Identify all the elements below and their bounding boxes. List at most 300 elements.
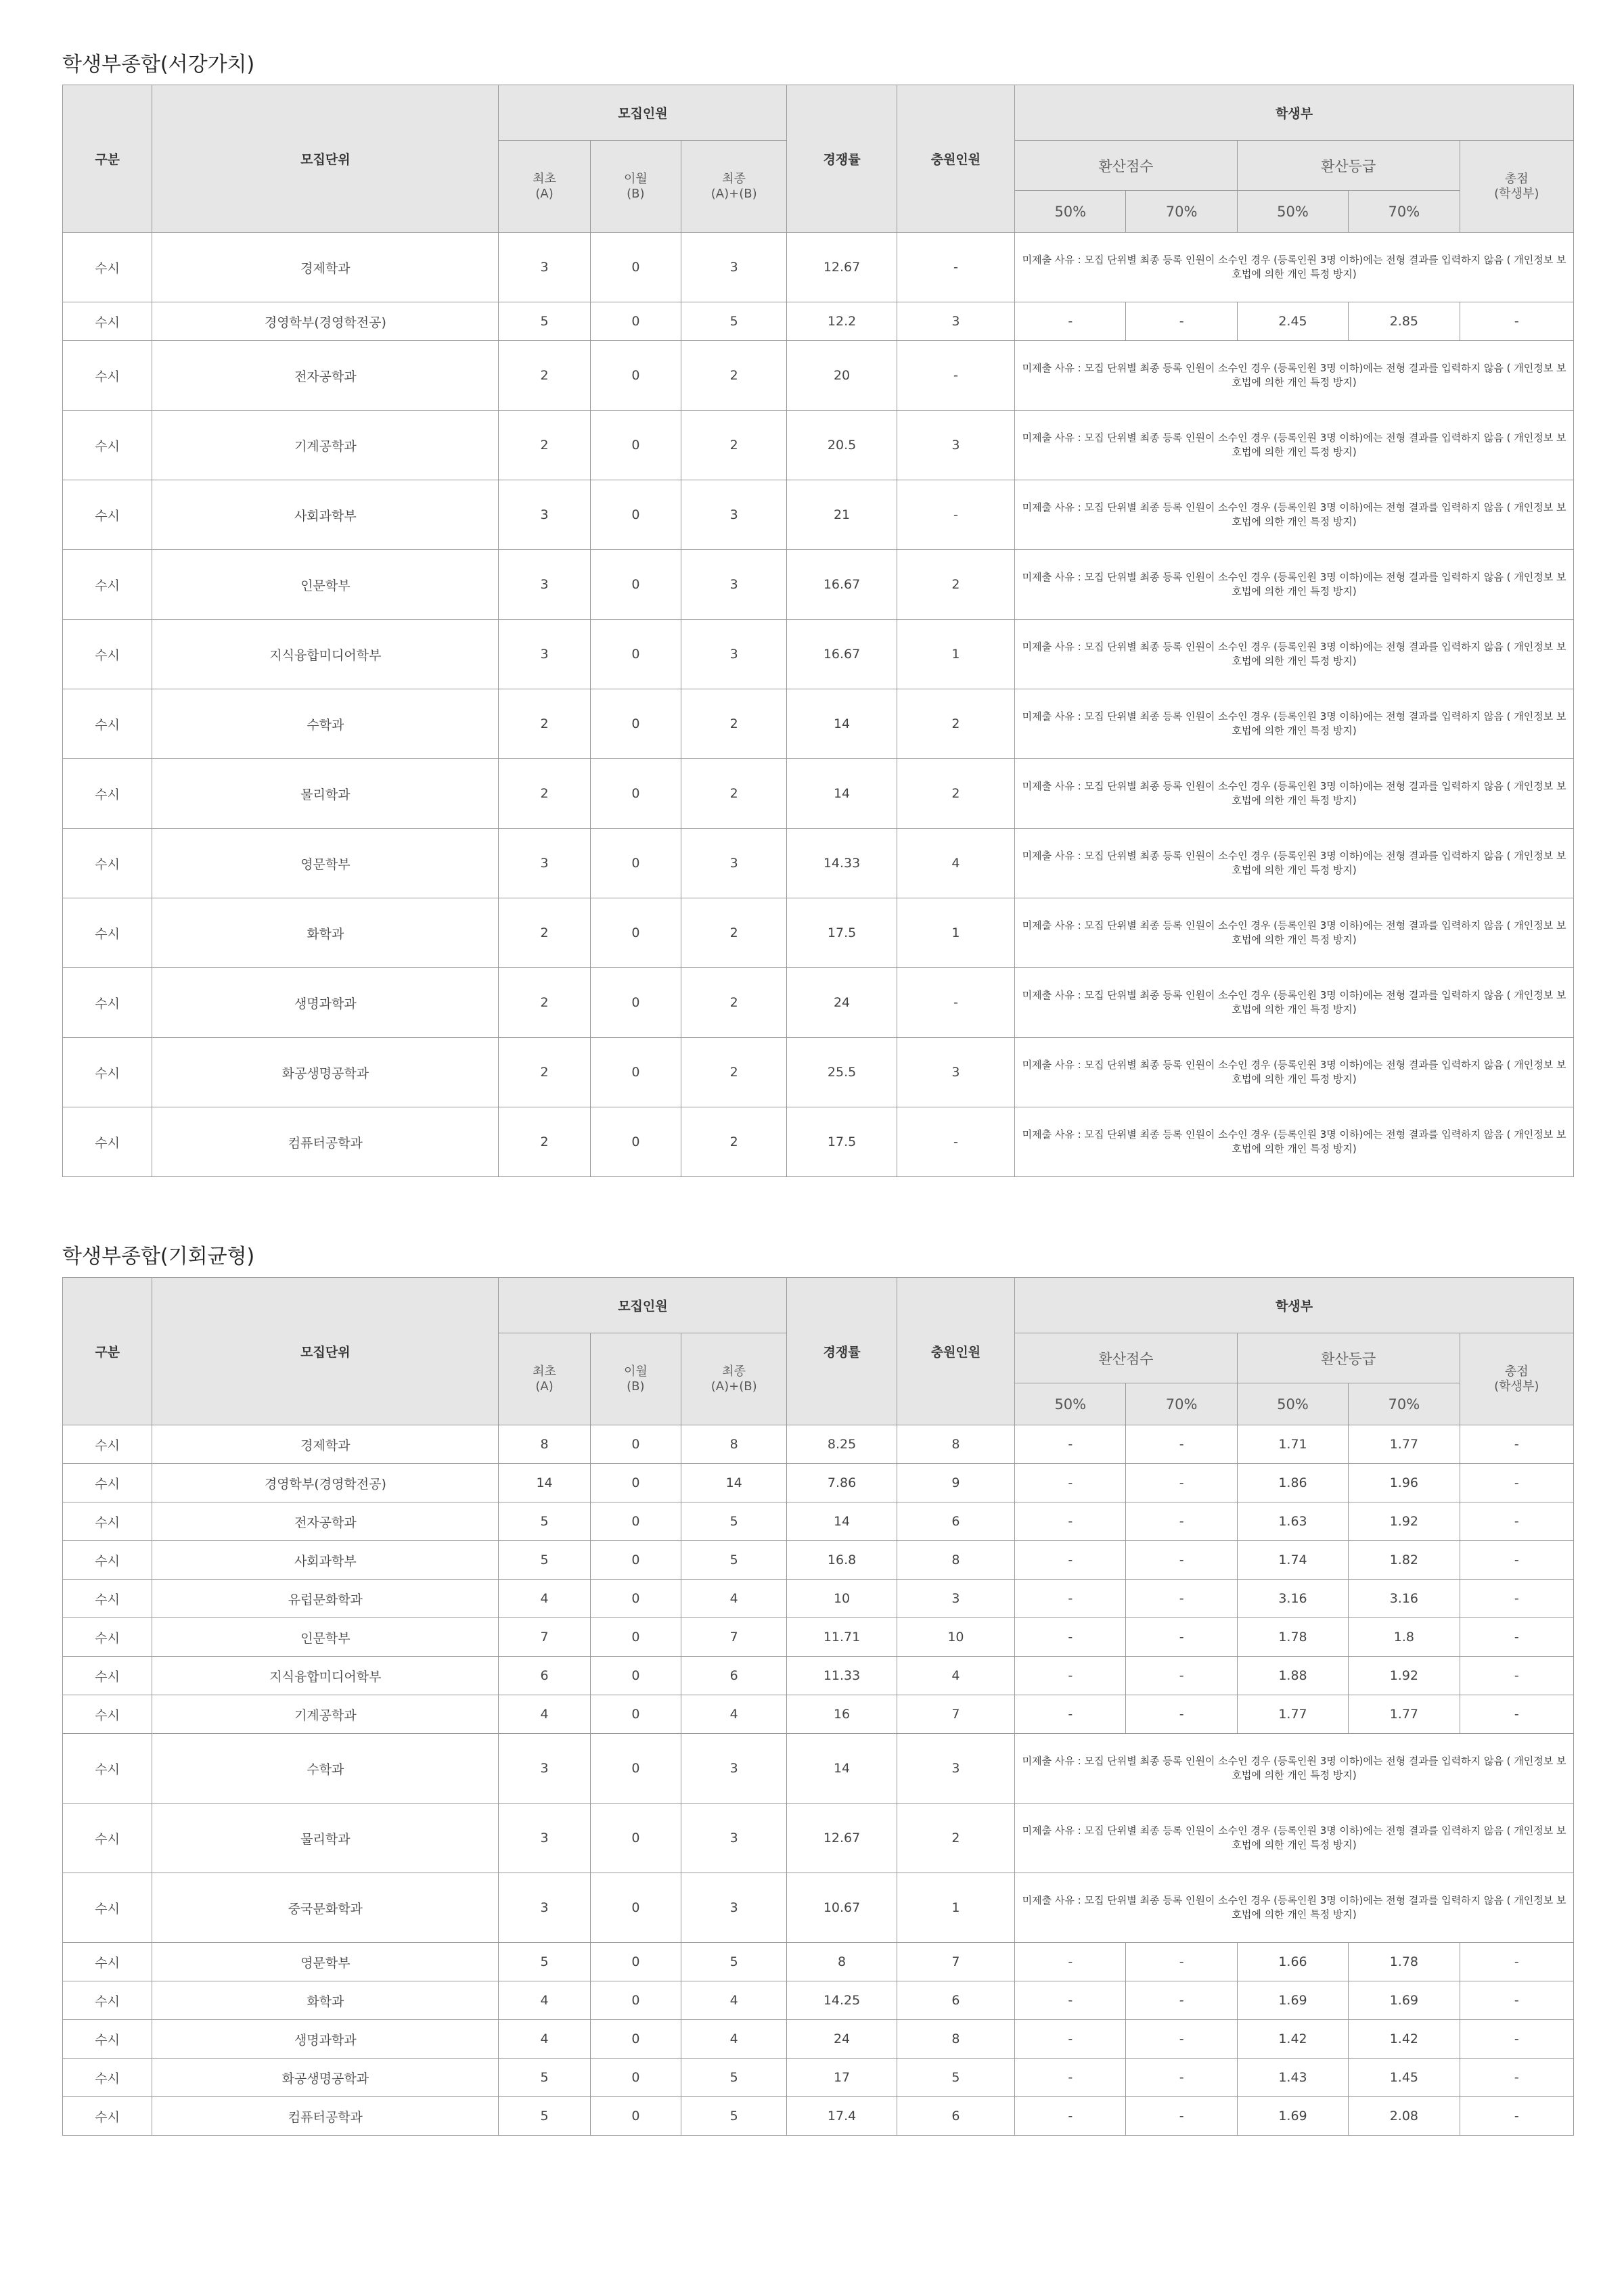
table-row [63, 968, 1574, 1038]
cell-additional: 7 [897, 1943, 1014, 1981]
header-conv-grade: 환산등급 [1237, 1333, 1460, 1383]
cell-final: 5 [681, 1541, 787, 1580]
cell-unit: 인문학부 [152, 1618, 499, 1657]
cell-competition: 17.5 [787, 898, 897, 968]
cell-category: 수시 [63, 1981, 152, 2020]
header-conv-score: 환산점수 [1015, 141, 1238, 191]
cell-additional: 3 [897, 411, 1014, 480]
table-row [63, 1695, 1574, 1734]
table-row [63, 411, 1574, 480]
cell-carryover: 0 [590, 1981, 681, 2020]
cell-final: 2 [681, 759, 787, 829]
cell-initial: 5 [499, 1943, 590, 1981]
cell-score-70: - [1126, 1580, 1237, 1618]
cell-grade-70: 3.16 [1349, 1580, 1460, 1618]
cell-unit: 중국문화학과 [152, 1873, 499, 1943]
table-row [63, 1464, 1574, 1502]
cell-category: 수시 [63, 759, 152, 829]
cell-unit: 수학과 [152, 1734, 499, 1804]
cell-grade-70: 1.69 [1349, 1981, 1460, 2020]
cell-grade-50: 1.74 [1237, 1541, 1348, 1580]
section-title-1: 학생부종합(서강가치) [62, 53, 255, 76]
cell-competition: 21 [787, 480, 897, 550]
cell-final: 3 [681, 1873, 787, 1943]
cell-additional: 9 [897, 1464, 1014, 1502]
cell-initial: 2 [499, 411, 590, 480]
cell-carryover: 0 [590, 1618, 681, 1657]
cell-unit: 지식융합미디어학부 [152, 1657, 499, 1695]
cell-unit: 기계공학과 [152, 1695, 499, 1734]
cell-score-70: - [1126, 2059, 1237, 2097]
cell-total: - [1460, 1618, 1573, 1657]
cell-competition: 20 [787, 341, 897, 411]
cell-carryover: 0 [590, 1873, 681, 1943]
cell-score-50: - [1015, 1695, 1126, 1734]
cell-carryover: 0 [590, 829, 681, 898]
header-additional: 충원인원 [897, 85, 1014, 233]
cell-carryover: 0 [590, 1734, 681, 1804]
cell-final: 2 [681, 341, 787, 411]
cell-competition: 12.67 [787, 233, 897, 302]
cell-unit: 생명과학과 [152, 968, 499, 1038]
cell-initial: 3 [499, 233, 590, 302]
cell-category: 수시 [63, 898, 152, 968]
cell-category: 수시 [63, 2020, 152, 2059]
cell-category: 수시 [63, 1804, 152, 1873]
cell-competition: 14.25 [787, 1981, 897, 2020]
cell-additional: 6 [897, 1502, 1014, 1541]
cell-nondisclosure-note: 미제출 사유 : 모집 단위별 최종 등록 인원이 소수인 경우 (등록인원 3명 이하)에는 전형 결과를 입력하지 않음 ( 개인정보 보호법에 의한 개인 특정 방지) [1015, 550, 1574, 620]
cell-category: 수시 [63, 1502, 152, 1541]
cell-additional: 8 [897, 1541, 1014, 1580]
cell-score-50: - [1015, 1981, 1126, 2020]
cell-additional: 2 [897, 1804, 1014, 1873]
cell-score-50: - [1015, 2020, 1126, 2059]
cell-initial: 14 [499, 1464, 590, 1502]
cell-carryover: 0 [590, 759, 681, 829]
cell-competition: 17.4 [787, 2097, 897, 2136]
cell-total: - [1460, 1580, 1573, 1618]
table-row [63, 829, 1574, 898]
cell-competition: 14 [787, 1502, 897, 1541]
cell-score-70: - [1126, 1541, 1237, 1580]
cell-nondisclosure-note: 미제출 사유 : 모집 단위별 최종 등록 인원이 소수인 경우 (등록인원 3명 이하)에는 전형 결과를 입력하지 않음 ( 개인정보 보호법에 의한 개인 특정 방지) [1015, 689, 1574, 759]
cell-carryover: 0 [590, 1580, 681, 1618]
cell-carryover: 0 [590, 480, 681, 550]
table-row [63, 480, 1574, 550]
cell-score-50: - [1015, 1580, 1126, 1618]
cell-additional: 1 [897, 898, 1014, 968]
cell-nondisclosure-note: 미제출 사유 : 모집 단위별 최종 등록 인원이 소수인 경우 (등록인원 3명 이하)에는 전형 결과를 입력하지 않음 ( 개인정보 보호법에 의한 개인 특정 방지) [1015, 1038, 1574, 1107]
cell-final: 5 [681, 1943, 787, 1981]
cell-carryover: 0 [590, 1502, 681, 1541]
cell-final: 4 [681, 1580, 787, 1618]
cell-competition: 16 [787, 1695, 897, 1734]
cell-competition: 16.67 [787, 550, 897, 620]
table-row [63, 1038, 1574, 1107]
cell-category: 수시 [63, 233, 152, 302]
cell-additional: 4 [897, 829, 1014, 898]
header-initial: 최초 (A) [499, 141, 590, 233]
cell-unit: 물리학과 [152, 1804, 499, 1873]
cell-initial: 2 [499, 1107, 590, 1177]
header-conv-score: 환산점수 [1015, 1333, 1238, 1383]
table-row [63, 1425, 1574, 1464]
cell-category: 수시 [63, 1734, 152, 1804]
cell-additional: 3 [897, 1734, 1014, 1804]
cell-carryover: 0 [590, 2097, 681, 2136]
table-row [63, 341, 1574, 411]
cell-score-70: - [1126, 1981, 1237, 2020]
cell-final: 4 [681, 2020, 787, 2059]
cell-grade-70: 1.78 [1349, 1943, 1460, 1981]
cell-initial: 3 [499, 1734, 590, 1804]
cell-carryover: 0 [590, 233, 681, 302]
cell-additional: - [897, 341, 1014, 411]
cell-final: 3 [681, 1804, 787, 1873]
header-record: 학생부 [1015, 1278, 1574, 1333]
cell-final: 5 [681, 2097, 787, 2136]
cell-carryover: 0 [590, 302, 681, 341]
table-row [63, 1943, 1574, 1981]
cell-final: 3 [681, 233, 787, 302]
cell-category: 수시 [63, 1541, 152, 1580]
admission-results-table-2 [62, 1277, 1574, 2136]
cell-unit: 경영학부(경영학전공) [152, 302, 499, 341]
cell-nondisclosure-note: 미제출 사유 : 모집 단위별 최종 등록 인원이 소수인 경우 (등록인원 3명 이하)에는 전형 결과를 입력하지 않음 ( 개인정보 보호법에 의한 개인 특정 방지) [1015, 411, 1574, 480]
cell-additional: - [897, 480, 1014, 550]
cell-grade-50: 1.63 [1237, 1502, 1348, 1541]
cell-category: 수시 [63, 689, 152, 759]
cell-additional: 8 [897, 1425, 1014, 1464]
cell-initial: 5 [499, 2097, 590, 2136]
table-row [63, 1981, 1574, 2020]
cell-score-70: - [1126, 1657, 1237, 1695]
cell-total: - [1460, 302, 1573, 341]
cell-carryover: 0 [590, 341, 681, 411]
cell-carryover: 0 [590, 1425, 681, 1464]
cell-final: 2 [681, 1038, 787, 1107]
header-carryover: 이월 (B) [590, 1333, 681, 1425]
cell-additional: 3 [897, 302, 1014, 341]
cell-total: - [1460, 2020, 1573, 2059]
cell-grade-70: 2.85 [1349, 302, 1460, 341]
cell-final: 5 [681, 302, 787, 341]
table-row [63, 759, 1574, 829]
cell-unit: 화공생명공학과 [152, 2059, 499, 2097]
admission-results-table-1 [62, 85, 1574, 1177]
cell-final: 5 [681, 1502, 787, 1541]
cell-score-70: - [1126, 1943, 1237, 1981]
cell-unit: 유럽문화학과 [152, 1580, 499, 1618]
cell-nondisclosure-note: 미제출 사유 : 모집 단위별 최종 등록 인원이 소수인 경우 (등록인원 3명 이하)에는 전형 결과를 입력하지 않음 ( 개인정보 보호법에 의한 개인 특정 방지) [1015, 898, 1574, 968]
cell-grade-50: 1.77 [1237, 1695, 1348, 1734]
cell-final: 3 [681, 620, 787, 689]
cell-grade-70: 1.45 [1349, 2059, 1460, 2097]
cell-competition: 14.33 [787, 829, 897, 898]
cell-initial: 3 [499, 550, 590, 620]
cell-additional: 10 [897, 1618, 1014, 1657]
cell-carryover: 0 [590, 898, 681, 968]
cell-competition: 20.5 [787, 411, 897, 480]
header-final: 최종 (A)+(B) [681, 1333, 787, 1425]
cell-final: 4 [681, 1981, 787, 2020]
cell-nondisclosure-note: 미제출 사유 : 모집 단위별 최종 등록 인원이 소수인 경우 (등록인원 3명 이하)에는 전형 결과를 입력하지 않음 ( 개인정보 보호법에 의한 개인 특정 방지) [1015, 759, 1574, 829]
cell-score-70: - [1126, 2097, 1237, 2136]
cell-category: 수시 [63, 1107, 152, 1177]
header-unit: 모집단위 [152, 85, 499, 233]
cell-competition: 14 [787, 689, 897, 759]
header-total: 총점 (학생부) [1460, 1333, 1573, 1425]
cell-carryover: 0 [590, 1943, 681, 1981]
cell-nondisclosure-note: 미제출 사유 : 모집 단위별 최종 등록 인원이 소수인 경우 (등록인원 3명 이하)에는 전형 결과를 입력하지 않음 ( 개인정보 보호법에 의한 개인 특정 방지) [1015, 1107, 1574, 1177]
header-score-70: 70% [1126, 191, 1237, 233]
cell-score-50: - [1015, 1657, 1126, 1695]
table-row [63, 233, 1574, 302]
cell-carryover: 0 [590, 1657, 681, 1695]
table-row [63, 1502, 1574, 1541]
cell-score-50: - [1015, 1541, 1126, 1580]
cell-category: 수시 [63, 829, 152, 898]
cell-final: 2 [681, 968, 787, 1038]
cell-carryover: 0 [590, 1464, 681, 1502]
cell-carryover: 0 [590, 1541, 681, 1580]
header-conv-grade: 환산등급 [1237, 141, 1460, 191]
cell-final: 3 [681, 480, 787, 550]
header-score-50: 50% [1015, 1383, 1126, 1425]
header-grade-50: 50% [1237, 191, 1348, 233]
cell-total: - [1460, 1981, 1573, 2020]
cell-grade-50: 2.45 [1237, 302, 1348, 341]
table-row [63, 1107, 1574, 1177]
cell-additional: 4 [897, 1657, 1014, 1695]
cell-nondisclosure-note: 미제출 사유 : 모집 단위별 최종 등록 인원이 소수인 경우 (등록인원 3명 이하)에는 전형 결과를 입력하지 않음 ( 개인정보 보호법에 의한 개인 특정 방지) [1015, 480, 1574, 550]
cell-unit: 물리학과 [152, 759, 499, 829]
cell-competition: 11.33 [787, 1657, 897, 1695]
cell-unit: 기계공학과 [152, 411, 499, 480]
cell-final: 6 [681, 1657, 787, 1695]
cell-total: - [1460, 1695, 1573, 1734]
cell-total: - [1460, 1657, 1573, 1695]
cell-grade-50: 1.86 [1237, 1464, 1348, 1502]
cell-nondisclosure-note: 미제출 사유 : 모집 단위별 최종 등록 인원이 소수인 경우 (등록인원 3명 이하)에는 전형 결과를 입력하지 않음 ( 개인정보 보호법에 의한 개인 특정 방지) [1015, 1804, 1574, 1873]
cell-competition: 11.71 [787, 1618, 897, 1657]
cell-total: - [1460, 1943, 1573, 1981]
cell-unit: 화공생명공학과 [152, 1038, 499, 1107]
cell-unit: 경제학과 [152, 233, 499, 302]
cell-grade-50: 1.69 [1237, 1981, 1348, 2020]
cell-grade-50: 1.88 [1237, 1657, 1348, 1695]
header-grade-70: 70% [1349, 191, 1460, 233]
cell-carryover: 0 [590, 2020, 681, 2059]
cell-carryover: 0 [590, 689, 681, 759]
header-score-50: 50% [1015, 191, 1126, 233]
cell-category: 수시 [63, 2059, 152, 2097]
cell-unit: 전자공학과 [152, 1502, 499, 1541]
cell-carryover: 0 [590, 550, 681, 620]
cell-carryover: 0 [590, 1038, 681, 1107]
cell-carryover: 0 [590, 620, 681, 689]
cell-final: 2 [681, 898, 787, 968]
cell-unit: 경영학부(경영학전공) [152, 1464, 499, 1502]
cell-total: - [1460, 1425, 1573, 1464]
table-row [63, 1580, 1574, 1618]
cell-score-50: - [1015, 1425, 1126, 1464]
cell-initial: 7 [499, 1618, 590, 1657]
cell-additional: 2 [897, 689, 1014, 759]
cell-unit: 수학과 [152, 689, 499, 759]
cell-grade-70: 1.92 [1349, 1657, 1460, 1695]
cell-category: 수시 [63, 1580, 152, 1618]
cell-category: 수시 [63, 1618, 152, 1657]
cell-competition: 8.25 [787, 1425, 897, 1464]
table-row [63, 1618, 1574, 1657]
cell-final: 3 [681, 1734, 787, 1804]
cell-nondisclosure-note: 미제출 사유 : 모집 단위별 최종 등록 인원이 소수인 경우 (등록인원 3명 이하)에는 전형 결과를 입력하지 않음 ( 개인정보 보호법에 의한 개인 특정 방지) [1015, 620, 1574, 689]
header-total: 총점 (학생부) [1460, 141, 1573, 233]
cell-nondisclosure-note: 미제출 사유 : 모집 단위별 최종 등록 인원이 소수인 경우 (등록인원 3명 이하)에는 전형 결과를 입력하지 않음 ( 개인정보 보호법에 의한 개인 특정 방지) [1015, 341, 1574, 411]
cell-final: 3 [681, 829, 787, 898]
cell-competition: 12.67 [787, 1804, 897, 1873]
cell-grade-70: 1.92 [1349, 1502, 1460, 1541]
cell-final: 3 [681, 550, 787, 620]
cell-score-50: - [1015, 2097, 1126, 2136]
table-row [63, 2097, 1574, 2136]
cell-nondisclosure-note: 미제출 사유 : 모집 단위별 최종 등록 인원이 소수인 경우 (등록인원 3명 이하)에는 전형 결과를 입력하지 않음 ( 개인정보 보호법에 의한 개인 특정 방지) [1015, 829, 1574, 898]
cell-category: 수시 [63, 1873, 152, 1943]
cell-initial: 4 [499, 1580, 590, 1618]
cell-score-50: - [1015, 1464, 1126, 1502]
cell-final: 2 [681, 689, 787, 759]
cell-unit: 화학과 [152, 1981, 499, 2020]
cell-initial: 2 [499, 341, 590, 411]
cell-category: 수시 [63, 1464, 152, 1502]
cell-competition: 25.5 [787, 1038, 897, 1107]
cell-competition: 16.8 [787, 1541, 897, 1580]
cell-additional: 2 [897, 759, 1014, 829]
cell-grade-70: 2.08 [1349, 2097, 1460, 2136]
table-row [63, 620, 1574, 689]
cell-initial: 3 [499, 829, 590, 898]
cell-grade-50: 1.66 [1237, 1943, 1348, 1981]
cell-final: 7 [681, 1618, 787, 1657]
cell-initial: 6 [499, 1657, 590, 1695]
cell-carryover: 0 [590, 1107, 681, 1177]
cell-final: 8 [681, 1425, 787, 1464]
cell-competition: 24 [787, 2020, 897, 2059]
table-row [63, 550, 1574, 620]
cell-initial: 3 [499, 1873, 590, 1943]
cell-competition: 10 [787, 1580, 897, 1618]
cell-initial: 2 [499, 898, 590, 968]
cell-additional: 3 [897, 1038, 1014, 1107]
cell-competition: 24 [787, 968, 897, 1038]
cell-additional: 1 [897, 620, 1014, 689]
cell-initial: 3 [499, 1804, 590, 1873]
cell-total: - [1460, 2059, 1573, 2097]
cell-grade-70: 1.82 [1349, 1541, 1460, 1580]
cell-grade-50: 1.69 [1237, 2097, 1348, 2136]
cell-additional: - [897, 968, 1014, 1038]
table-row [63, 1873, 1574, 1943]
table-row [63, 898, 1574, 968]
cell-grade-70: 1.96 [1349, 1464, 1460, 1502]
header-score-70: 70% [1126, 1383, 1237, 1425]
cell-competition: 17 [787, 2059, 897, 2097]
cell-unit: 전자공학과 [152, 341, 499, 411]
cell-category: 수시 [63, 550, 152, 620]
cell-additional: 6 [897, 1981, 1014, 2020]
cell-unit: 영문학부 [152, 829, 499, 898]
cell-initial: 4 [499, 1695, 590, 1734]
cell-score-50: - [1015, 1502, 1126, 1541]
cell-competition: 14 [787, 1734, 897, 1804]
table-row [63, 689, 1574, 759]
cell-category: 수시 [63, 341, 152, 411]
table-row [63, 1541, 1574, 1580]
cell-final: 2 [681, 411, 787, 480]
cell-total: - [1460, 1502, 1573, 1541]
table-row [63, 2020, 1574, 2059]
cell-score-70: - [1126, 1695, 1237, 1734]
cell-competition: 10.67 [787, 1873, 897, 1943]
cell-unit: 사회과학부 [152, 480, 499, 550]
cell-category: 수시 [63, 1695, 152, 1734]
table-row [63, 2059, 1574, 2097]
header-grade-70: 70% [1349, 1383, 1460, 1425]
header-category: 구분 [63, 1278, 152, 1425]
header-record: 학생부 [1015, 85, 1574, 141]
cell-score-50: - [1015, 1943, 1126, 1981]
cell-unit: 인문학부 [152, 550, 499, 620]
cell-category: 수시 [63, 1657, 152, 1695]
cell-competition: 12.2 [787, 302, 897, 341]
header-final: 최종 (A)+(B) [681, 141, 787, 233]
cell-additional: - [897, 233, 1014, 302]
cell-additional: 6 [897, 2097, 1014, 2136]
cell-grade-70: 1.77 [1349, 1695, 1460, 1734]
cell-initial: 3 [499, 620, 590, 689]
cell-initial: 3 [499, 480, 590, 550]
cell-total: - [1460, 1464, 1573, 1502]
cell-grade-50: 3.16 [1237, 1580, 1348, 1618]
cell-initial: 2 [499, 968, 590, 1038]
cell-final: 4 [681, 1695, 787, 1734]
cell-unit: 컴퓨터공학과 [152, 1107, 499, 1177]
header-unit: 모집단위 [152, 1278, 499, 1425]
cell-additional: 5 [897, 2059, 1014, 2097]
cell-total: - [1460, 2097, 1573, 2136]
cell-grade-70: 1.42 [1349, 2020, 1460, 2059]
cell-unit: 영문학부 [152, 1943, 499, 1981]
header-grade-50: 50% [1237, 1383, 1348, 1425]
cell-score-50: - [1015, 2059, 1126, 2097]
cell-category: 수시 [63, 1425, 152, 1464]
header-additional: 충원인원 [897, 1278, 1014, 1425]
cell-initial: 2 [499, 759, 590, 829]
header-recruit: 모집인원 [499, 1278, 787, 1333]
cell-category: 수시 [63, 302, 152, 341]
cell-carryover: 0 [590, 1804, 681, 1873]
cell-initial: 2 [499, 689, 590, 759]
cell-competition: 7.86 [787, 1464, 897, 1502]
header-carryover: 이월 (B) [590, 141, 681, 233]
cell-grade-50: 1.78 [1237, 1618, 1348, 1657]
cell-carryover: 0 [590, 411, 681, 480]
cell-competition: 17.5 [787, 1107, 897, 1177]
cell-competition: 16.67 [787, 620, 897, 689]
header-category: 구분 [63, 85, 152, 233]
